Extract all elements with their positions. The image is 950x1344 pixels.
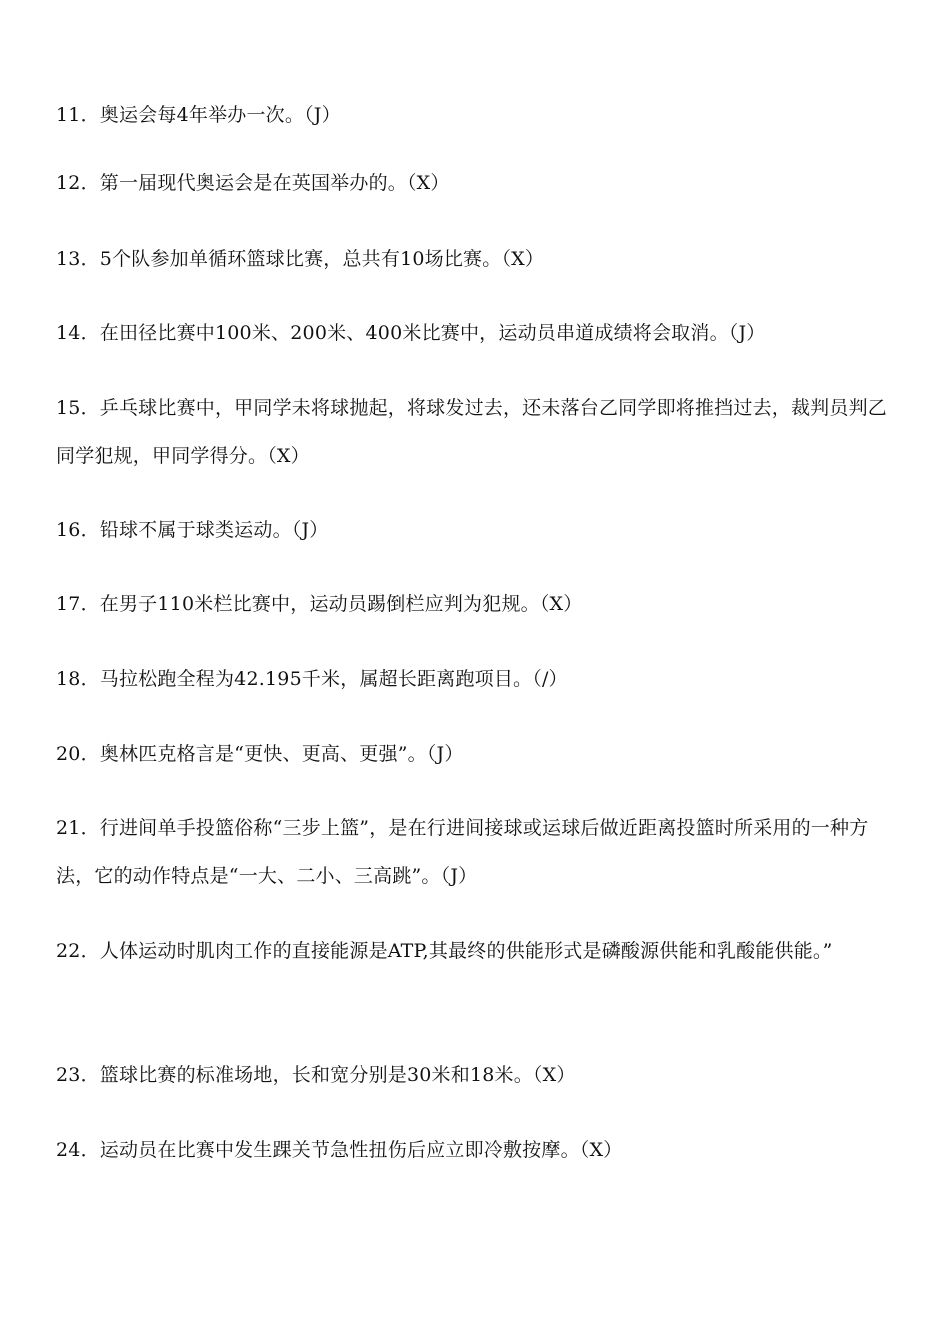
question-23: 23．篮球比赛的标准场地，长和宽分别是30米和18米。（X） <box>56 1064 576 1086</box>
question-20: 20．奥林匹克格言是“更快、更高、更强”。（J） <box>56 743 464 765</box>
question-11: 11．奥运会每4年举办一次。（J） <box>56 104 341 126</box>
question-22: 22．人体运动时肌肉工作的直接能源是ATP,其最终的供能形式是磷酸源供能和乳酸能供能。” <box>56 940 833 962</box>
question-21: 21．行进间单手投篮俗称“三步上篮”，是在行进间接球或运球后做近距离投篮时所采用的一种方法，它的动作特点是“一大、二小、三高跳”。（J） <box>56 817 869 887</box>
question-15: 15．乒乓球比赛中，甲同学未将球抛起，将球发过去，还未落台乙同学即将推挡过去，裁判员判乙同学犯规，甲同学得分。（X） <box>56 397 887 467</box>
question-14: 14．在田径比赛中100米、200米、400米比赛中，运动员串道成绩将会取消。（J） <box>56 322 766 344</box>
question-17: 17．在男子110米栏比赛中，运动员踢倒栏应判为犯规。（X） <box>56 593 583 615</box>
question-12: 12．第一届现代奥运会是在英国举办的。（X） <box>56 172 450 194</box>
question-16: 16．铅球不属于球类运动。（J） <box>56 519 329 541</box>
question-18: 18．马拉松跑全程为42.195千米，属超长距离跑项目。（/） <box>56 668 568 690</box>
question-24: 24．运动员在比赛中发生踝关节急性扭伤后应立即冷敷按摩。（X） <box>56 1139 623 1161</box>
question-13: 13．5个队参加单循环篮球比赛，总共有10场比赛。（X） <box>56 248 545 270</box>
